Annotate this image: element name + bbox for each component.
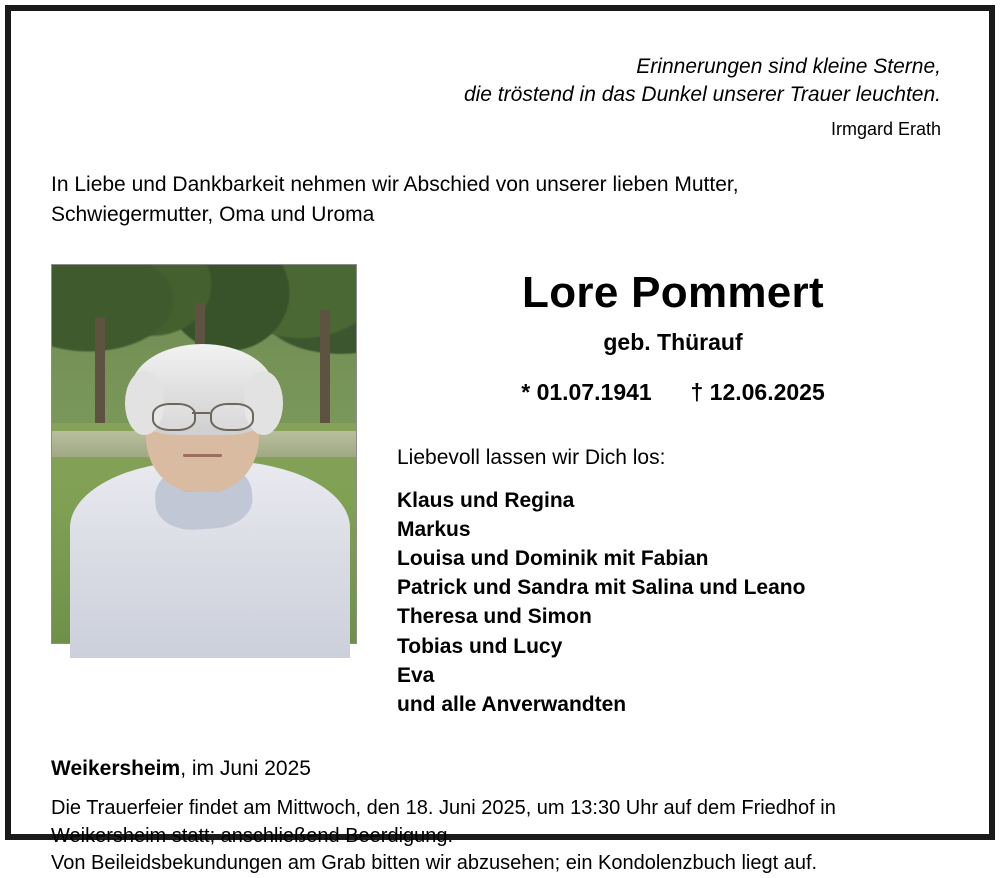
- obituary-frame: [5, 5, 995, 875]
- obituary-content: [11, 11, 989, 875]
- place-city: Weikersheim: [51, 757, 181, 781]
- photo-person-mouth: [183, 454, 223, 457]
- list-item: Louisa und Dominik mit Fabian: [397, 547, 709, 571]
- photo-glasses-bridge: [192, 412, 210, 414]
- intro-text: [51, 170, 949, 231]
- ceremony-line-3: Von Beileidsbekundungen am Grab bitten wir abzusehen; ein Kondolenzbuch liegt auf.: [51, 852, 818, 875]
- place-month: , im Juni 2025: [180, 757, 311, 781]
- list-item: Tobias und Lucy: [397, 634, 563, 658]
- motto-line-1: Erinnerungen sind kleine Sterne,: [636, 55, 941, 78]
- ceremony-details: [51, 795, 949, 878]
- intro-line-2: Schwiegermutter, Oma und Uroma: [51, 203, 375, 227]
- mourners-list: [397, 486, 949, 720]
- portrait-photo: [51, 264, 357, 644]
- photo-glasses-right: [210, 403, 254, 432]
- list-item: Eva: [397, 663, 435, 687]
- deceased-name: Lore Pommert: [522, 267, 824, 317]
- list-item: Patrick und Sandra mit Salina und Leano: [397, 576, 806, 600]
- list-item: Markus: [397, 517, 471, 541]
- ceremony-line-1: Die Trauerfeier findet am Mittwoch, den 18. Juni 2025, um 13:30 Uhr auf dem Friedhof in: [51, 797, 836, 820]
- motto-line-2: die tröstend in das Dunkel unserer Trauer leuchten.: [463, 82, 941, 106]
- photo-glasses-left: [152, 403, 196, 432]
- ceremony-line-2: Weikersheim statt; anschließend Beerdigung.: [51, 824, 454, 847]
- photo-column: [51, 264, 363, 644]
- mourners-lead: Liebevoll lassen wir Dich los:: [397, 445, 666, 469]
- death-date: † 12.06.2025: [690, 378, 825, 405]
- birth-date: * 01.07.1941: [521, 378, 652, 405]
- deceased-dates: [397, 379, 949, 406]
- photo-tree-trunk: [95, 318, 105, 431]
- place-and-date: [51, 757, 949, 781]
- list-item: Theresa und Simon: [397, 605, 592, 629]
- text-column: [363, 264, 949, 720]
- list-item: und alle Anverwandten: [397, 693, 627, 717]
- photo-tree-trunk: [320, 310, 330, 431]
- intro-line-1: In Liebe und Dankbarkeit nehmen wir Abschied von unserer lieben Mutter,: [51, 172, 739, 196]
- list-item: Klaus und Regina: [397, 488, 575, 512]
- motto: [51, 53, 941, 109]
- motto-author: Irmgard Erath: [830, 118, 941, 139]
- main-block: [51, 264, 949, 720]
- deceased-maiden-name: geb. Thürauf: [603, 328, 743, 355]
